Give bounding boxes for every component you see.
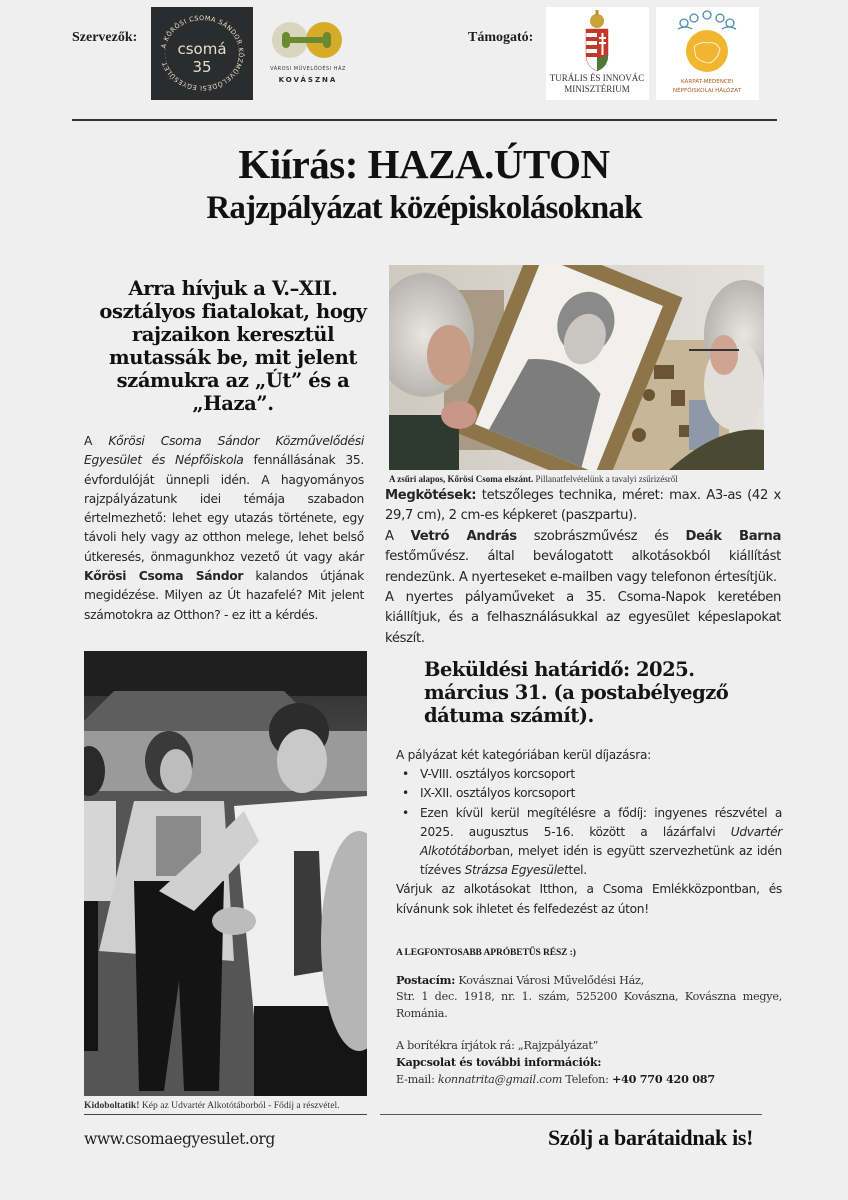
csoma-ring-text: A KŐRÖSI CSOMA SÁNDOR KÖZMŰVELŐDÉSI EGYESÜLET [160,14,245,92]
ministry-logo [546,7,649,100]
intro-heading: Arra hívjuk a V.–XII. osztályos fiatalokat, hogy rajzaikon keresztül mutassák be, mit jelent számukra az „Út” és a „Haza”. [99,277,367,415]
email-link[interactable]: konnatrita@gmail.com [437,1073,563,1087]
website-link[interactable]: www.csomaegyesulet.org [84,1130,275,1148]
caption-divider [84,1114,367,1115]
share-callout: Szólj a barátaidnak is! [548,1125,754,1150]
constraints-label: Megkötések: [385,488,477,503]
intro-body-text: fennállásának 35. évfordulóját ünnepli idén. A hagyományos rajzpályázatunk idei témája szabadon értelmezhető: lehet egy utazás története, egy távoli hely vagy az otthon melege, lehet belső útkeresés, önmagunkhoz vezető út vagy akár [84,453,364,564]
prize-text: tel. [568,863,587,878]
email-label: E-mail: [396,1073,438,1087]
csoma-number-text: 35 [192,58,212,76]
hungarian-coat-of-arms-icon [546,7,649,100]
network-line1: KÁRPÁT-MEDENCEI [680,79,734,85]
jury-paragraph [385,527,781,588]
closing-paragraph: Várjuk az alkotásokat Itthon, a Csoma Emlékközpontban, és kívánunk sok ihletet és felfedezést az úton! [396,882,782,916]
phone-number[interactable]: +40 770 420 087 [611,1072,715,1087]
carpathian-network-logo [656,7,759,100]
header-divider [72,119,777,121]
jury-caption-bold: A zsűri alapos, Kőrösi Csoma elszánt. [389,474,534,484]
ministry-line2: MINISZTÉRIUM [564,84,630,94]
kovaszna-cultural-house-icon [266,20,350,90]
jury-name: Deák Barna [685,528,781,544]
page-title: Kiírás: HAZA.ÚTON [238,141,610,187]
org-name: Kőrösi Csoma Sándor Közművelődési Egyesület és Népfőiskola [84,434,364,468]
camp-name: Udvartér Alkotótábor [420,824,782,859]
intro-body-text: kalandos útjának megidézése. Milyen az Út hazafelé? Mit jelent számotokra az Otthon? - ez itt a kérdés. [84,569,364,622]
postal-label: Postacím: [396,973,456,987]
intro-body [84,432,364,625]
network-line2: NÉPFŐISKOLAI HÁLÓZAT [672,88,742,94]
sponsor-label: Támogató: [468,30,534,45]
jury-photo-image [389,265,764,470]
vmh-line2: KOVÁSZNA [278,76,338,84]
jury-text: festőművész. által beválogatott alkotásokból kiállítást rendezünk. A nyerteseket e-mailben vagy telefonon értesítjük. [385,549,781,585]
jury-caption-text: Pillanatfelvételünk a tavalyi zsűrizésről [533,474,678,484]
category-item: • V-VIII. osztályos korcsoport [396,765,782,784]
organizers-label: Szervezők: [72,30,138,45]
jury-name: Vetró András [410,528,517,544]
constraints-text: tetszőleges technika, méret: max. A3-as (42 x 29,7 cm), 2 cm-es képkeret (paszpartu). [385,488,781,524]
carpathian-basin-map-icon [656,7,759,100]
jury-text: A [385,528,411,544]
main-prize-item [396,804,782,881]
partner-name: Strázsa Egyesület [464,863,569,878]
contact-line [396,1071,782,1088]
categories-block [396,746,782,919]
postal-line2: Str. 1 dec. 1918, nr. 1. szám, 525200 Kovászna, Kovászna megye, Románia. [396,990,782,1020]
exhibit-paragraph: A nyertes pályaműveket a 35. Csoma-Napok keretében kiállítjuk, és a felhasználásukkal az egyesület képeslapokat készít. [385,590,781,646]
camp-photo-image [84,651,367,1096]
phone-label: Telefon: [562,1073,612,1087]
csoma-35-logo [151,7,253,100]
category-item: • IX-XII. osztályos korcsoport [396,784,782,803]
ministry-line1: TURÁLIS ÉS INNOVÁC [549,73,645,83]
csoma-name-text: csomá [177,40,227,58]
fine-print-heading: A LEGFONTOSABB APRÓBETŰS RÉSZ :) [396,948,576,958]
jury-text: szobrászművész és [516,528,686,544]
camp-caption-text: Kép az Udvartér Alkotótáborból - Fődíj a részvétel. [139,1100,340,1111]
postal-line1: Kovásznai Városi Művelődési Ház, [455,974,644,987]
vmh-line1: VÁROSI MŰVELŐDÉSI HÁZ [270,66,346,72]
categories-list [396,765,782,880]
kovaszna-cultural-house-logo [266,20,350,90]
constraints-paragraph [385,486,781,527]
prize-text: ban, melyet idén is együtt szervezhetünk az idén tízéves [420,844,782,878]
csoma-name: Kőrösi Csoma Sándor [84,569,244,584]
camp-photo [84,651,367,1096]
contact-block [396,972,782,1089]
contact-divider [380,1114,762,1115]
prize-text: Ezen kívül kerül megítélésre a fődíj: ingyenes részvétel a 2025. augusztus 5-16. között a lázárfalvi [420,805,782,839]
jury-photo-caption [389,474,678,484]
camp-photo-caption [84,1100,340,1111]
rules-block [385,486,781,649]
deadline-heading: Beküldési határidő: 2025. március 31. (a postabélyegző dátuma számít). [424,658,729,727]
page-subtitle: Rajzpályázat középiskolásoknak [206,190,642,226]
contact-label-text: Kapcsolat és további információk: [396,1055,602,1070]
camp-caption-bold: Kidoboltatik! [84,1100,140,1111]
csoma-35-logo-icon [151,7,253,100]
categories-intro: A pályázat két kategóriában kerül díjazásra: [396,748,651,762]
envelope-note: A borítékra írjátok rá: „Rajzpályázat” [396,1038,599,1052]
postal-address [396,972,782,989]
intro-body-text: A [84,434,109,448]
contact-label [396,1054,782,1071]
jury-photo [389,265,764,470]
